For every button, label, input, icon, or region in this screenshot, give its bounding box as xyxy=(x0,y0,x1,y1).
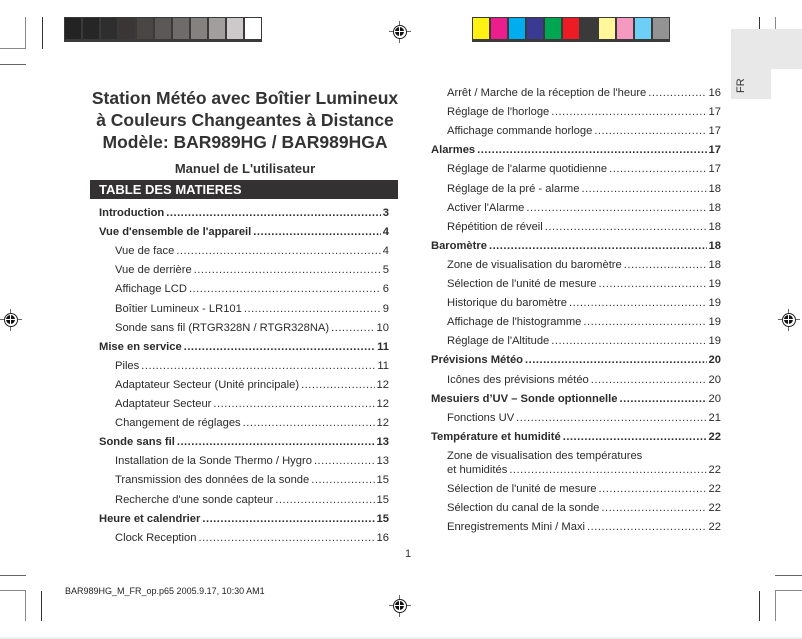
color-swatch xyxy=(119,18,135,39)
toc-subsection-entry[interactable] xyxy=(115,398,389,410)
toc-entry-label: Alarmes xyxy=(431,144,476,157)
toc-section-entry[interactable] xyxy=(431,354,721,366)
toc-subsection-entry[interactable] xyxy=(447,483,721,495)
toc-subsection-entry[interactable] xyxy=(447,183,721,195)
toc-entry-page: 17 xyxy=(708,144,721,157)
toc-entry-page: 4 xyxy=(382,245,389,258)
toc-leader-dots xyxy=(581,183,706,195)
toc-entry-label: Activer l'Alarme xyxy=(447,201,525,214)
toc-subsection-entry[interactable] xyxy=(447,87,721,99)
registration-mark-bottom-icon xyxy=(389,595,411,617)
color-swatch xyxy=(545,18,561,39)
toc-leader-dots xyxy=(301,379,374,391)
color-swatch xyxy=(101,18,117,39)
toc-subsection-entry[interactable] xyxy=(115,360,389,372)
toc-entry-page: 22 xyxy=(708,483,721,495)
toc-leader-dots xyxy=(275,494,374,506)
toc-entry-label: Historique du baromètre xyxy=(447,297,568,310)
toc-entry-page: 20 xyxy=(708,373,721,386)
toc-entry-page: 13 xyxy=(376,436,389,449)
toc-entry-page: 12 xyxy=(376,417,389,430)
crop-mark-bottom-left-horizontal xyxy=(0,575,26,576)
toc-subsection-entry[interactable] xyxy=(115,494,389,506)
toc-leader-dots xyxy=(311,474,374,486)
toc-entry-label: Vue d'ensemble de l'appareil xyxy=(99,226,252,239)
toc-leader-dots xyxy=(184,341,375,353)
toc-leader-dots xyxy=(141,360,375,372)
registration-mark-right-icon xyxy=(778,309,800,331)
toc-subsection-entry[interactable] xyxy=(447,374,721,386)
color-swatch xyxy=(83,18,99,39)
toc-entry-page: 11 xyxy=(377,359,389,372)
toc-leader-dots xyxy=(509,464,706,476)
toc-entry-label: Répétition de réveil xyxy=(447,220,543,233)
crop-mark-top-left-vertical xyxy=(42,17,43,49)
color-swatch xyxy=(581,18,597,39)
toc-entry-label: Réglage de l'Altitude xyxy=(447,335,550,348)
toc-leader-dots xyxy=(177,436,375,448)
toc-entry-label: Adaptateur Secteur (Unité principale) xyxy=(115,378,300,391)
toc-leader-dots xyxy=(620,393,707,405)
toc-leader-dots xyxy=(213,398,374,410)
toc-entry-label: Réglage de l'alarme quotidienne xyxy=(447,163,608,176)
toc-leader-dots xyxy=(198,532,374,544)
toc-entry-label: Vue de face xyxy=(115,245,175,258)
title-line-1: Station Météo avec Boîtier Lumineux xyxy=(91,88,399,108)
toc-entry-page: 15 xyxy=(376,493,389,506)
toc-entry-page: 20 xyxy=(708,354,721,367)
toc-leader-dots xyxy=(516,412,706,424)
toc-subsection-entry[interactable] xyxy=(447,502,721,514)
crop-mark-top-left-horizontal xyxy=(0,64,26,65)
toc-subsection-entry[interactable] xyxy=(115,283,389,295)
toc-section-entry[interactable] xyxy=(99,513,389,525)
color-swatch xyxy=(509,18,525,39)
page-number: 1 xyxy=(405,548,412,560)
color-swatch xyxy=(473,18,489,39)
toc-subsection-entry[interactable] xyxy=(115,264,389,276)
toc-leader-dots xyxy=(243,417,375,429)
toc-entry-page: 21 xyxy=(708,411,721,424)
toc-entry-label: Introduction xyxy=(99,207,165,219)
registration-mark-left-icon xyxy=(0,309,22,331)
toc-subsection-entry[interactable] xyxy=(447,335,721,347)
color-swatch xyxy=(491,18,507,39)
title-line-2: à Couleurs Changeantes à Distance xyxy=(96,110,394,130)
toc-entry-page: 5 xyxy=(382,264,389,277)
toc-entry-page: 22 xyxy=(708,430,721,443)
document-subtitle: Manuel de L'utilisateur xyxy=(174,161,316,176)
toc-leader-dots xyxy=(331,322,374,334)
toc-entry-label: Arrêt / Marche de la réception de l'heure xyxy=(447,87,647,99)
toc-subsection-entry[interactable] xyxy=(447,521,721,533)
toc-entry-page: 17 xyxy=(708,125,721,138)
toc-entry-page: 13 xyxy=(376,455,389,468)
toc-entry-label: Sélection du canal de la sonde xyxy=(447,502,600,515)
color-swatch xyxy=(527,18,543,39)
toc-section-entry[interactable] xyxy=(99,436,389,448)
toc-leader-dots xyxy=(583,316,706,328)
color-swatch xyxy=(245,18,261,39)
toc-subsection-entry[interactable] xyxy=(447,297,721,309)
toc-leader-dots xyxy=(202,513,374,525)
toc-subsection-entry[interactable] xyxy=(447,316,721,328)
toc-entry-page: 15 xyxy=(376,512,389,525)
toc-entry-label: Prévisions Météo xyxy=(431,354,524,367)
color-swatch xyxy=(209,18,225,39)
registration-mark-top-icon xyxy=(389,21,411,43)
grayscale-color-bar xyxy=(64,17,262,42)
toc-leader-dots xyxy=(189,283,381,295)
toc-entry-label: Transmission des données de la sonde xyxy=(115,474,310,487)
toc-entry-page: 10 xyxy=(376,321,389,334)
toc-entry-label-line: Zone de visualisation des températures xyxy=(447,449,643,462)
toc-leader-dots xyxy=(648,87,706,99)
crop-mark-bottom-right-horizontal xyxy=(775,575,802,576)
toc-entry-label: Sélection de l'unité de mesure xyxy=(447,483,597,495)
color-swatch xyxy=(137,18,153,39)
toc-leader-dots xyxy=(599,483,707,495)
color-swatch xyxy=(617,18,633,39)
toc-entry-page: 18 xyxy=(708,239,721,252)
toc-entry-page: 3 xyxy=(382,207,389,219)
toc-entry-label: Réglage de l'horloge xyxy=(447,106,550,119)
toc-leader-dots xyxy=(563,431,707,443)
toc-entry-label: Vue de derrière xyxy=(115,264,192,277)
toc-entry-label: Affichage LCD xyxy=(115,283,187,296)
toc-entry-label: Clock Reception xyxy=(115,531,197,544)
toc-section-entry[interactable] xyxy=(99,341,389,353)
toc-entry-label: Icônes des prévisions météo xyxy=(447,373,589,386)
toc-leader-dots xyxy=(194,264,381,276)
toc-subsection-entry[interactable] xyxy=(447,202,721,214)
toc-leader-dots xyxy=(599,278,707,290)
toc-leader-dots xyxy=(609,163,706,175)
toc-entry-page: 22 xyxy=(708,521,721,534)
toc-entry-page: 6 xyxy=(382,283,389,296)
toc-subsection-entry[interactable] xyxy=(447,125,721,137)
crop-mark-bottom-left-box xyxy=(0,590,26,621)
toc-entry-label: Boîtier Lumineux - LR101 xyxy=(115,302,242,315)
color-swatch xyxy=(563,18,579,39)
toc-entry-page: 20 xyxy=(708,392,721,405)
toc-leader-dots xyxy=(489,240,707,252)
toc-leader-dots xyxy=(551,106,706,118)
toc-entry-label: Mise en service xyxy=(99,340,182,353)
toc-heading-bar: TABLE DES MATIERES xyxy=(90,180,398,199)
toc-entry-page: 4 xyxy=(382,226,389,239)
toc-leader-dots xyxy=(624,259,707,271)
toc-entry-page: 22 xyxy=(708,463,721,476)
toc-leader-dots xyxy=(569,297,707,309)
toc-section-entry[interactable] xyxy=(431,144,721,156)
toc-entry-label: Sonde sans fil xyxy=(99,436,175,449)
toc-leader-dots xyxy=(176,245,380,257)
toc-subsection-entry[interactable] xyxy=(447,259,721,271)
toc-entry-label: Mesuiers d’UV – Sonde optionnelle xyxy=(431,392,618,405)
document-title xyxy=(88,87,402,153)
toc-leader-dots xyxy=(253,226,381,238)
toc-entry-label: Température et humidité xyxy=(431,430,561,443)
toc-section-entry[interactable] xyxy=(431,393,721,405)
toc-leader-dots xyxy=(525,354,707,366)
toc-leader-dots xyxy=(244,303,381,315)
toc-entry-label: Affichage de l'histogramme xyxy=(447,316,582,329)
toc-entry-page: 11 xyxy=(377,340,389,353)
toc-entry-label: Baromètre xyxy=(431,239,487,252)
toc-entry-page: 18 xyxy=(708,258,721,271)
toc-entry-page: 22 xyxy=(708,502,721,515)
toc-entry-label: Adaptateur Secteur xyxy=(115,398,212,410)
toc-leader-dots xyxy=(587,521,707,533)
color-swatch xyxy=(653,18,669,39)
process-color-bar xyxy=(472,17,670,42)
toc-entry-label: Fonctions UV xyxy=(447,411,515,424)
toc-entry-page: 18 xyxy=(708,201,721,214)
toc-subsection-entry[interactable] xyxy=(115,245,389,257)
toc-subsection-entry[interactable] xyxy=(447,163,721,175)
toc-entry-page: 17 xyxy=(708,106,721,119)
toc-subsection-entry[interactable] xyxy=(447,278,721,290)
toc-entry-page: 19 xyxy=(708,297,721,310)
toc-entry-page: 19 xyxy=(708,316,721,329)
toc-subsection-entry[interactable] xyxy=(447,464,721,476)
crop-mark-bottom-right-vertical xyxy=(759,591,760,621)
toc-entry-label: Réglage de la pré - alarme xyxy=(447,182,580,195)
toc-leader-dots xyxy=(594,125,706,137)
toc-subsection-entry[interactable] xyxy=(447,221,721,233)
toc-entry-page: 18 xyxy=(708,220,721,233)
toc-entry-page: 16 xyxy=(708,87,721,99)
toc-entry-page: 12 xyxy=(376,378,389,391)
toc-leader-dots xyxy=(526,202,706,214)
toc-entry-label: Enregistrements Mini / Maxi xyxy=(447,521,586,534)
crop-mark-top-left-box xyxy=(0,17,26,49)
toc-entry-label: Changement de réglages xyxy=(115,417,241,430)
toc-subsection-entry[interactable] xyxy=(115,455,389,467)
toc-leader-dots xyxy=(601,502,706,514)
toc-entry-page: 9 xyxy=(382,302,389,315)
toc-subsection-entry[interactable] xyxy=(115,417,389,429)
toc-entry-page: 19 xyxy=(708,335,721,348)
toc-leader-dots xyxy=(551,335,706,347)
toc-entry-page: 12 xyxy=(376,398,389,410)
toc-leader-dots xyxy=(166,207,381,219)
toc-section-entry[interactable] xyxy=(431,431,721,443)
crop-mark-bottom-left-vertical xyxy=(41,591,42,621)
file-footer: BAR989HG_M_FR_op.p65 2005.9.17, 10:30 AM1 xyxy=(65,586,265,596)
color-swatch xyxy=(191,18,207,39)
toc-section-entry[interactable] xyxy=(99,226,389,238)
toc-section-entry[interactable] xyxy=(431,240,721,252)
toc-subsection-entry[interactable] xyxy=(447,106,721,118)
toc-entry-label: et humidités xyxy=(447,463,508,476)
color-swatch xyxy=(599,18,615,39)
toc-entry-label: Heure et calendrier xyxy=(99,512,201,525)
toc-entry-label: Piles xyxy=(115,359,140,372)
color-swatch xyxy=(635,18,651,39)
color-swatch xyxy=(155,18,171,39)
color-swatch xyxy=(173,18,189,39)
toc-section-entry[interactable] xyxy=(99,207,389,219)
toc-leader-dots xyxy=(477,144,706,156)
toc-subsection-entry[interactable] xyxy=(115,532,389,544)
toc-entry-label: Sonde sans fil (RTGR328N / RTGR328NA) xyxy=(115,321,330,334)
toc-entry-page: 18 xyxy=(708,182,721,195)
toc-entry-page: 19 xyxy=(708,278,721,290)
toc-entry-page: 16 xyxy=(376,531,389,544)
language-tab-fr: FR xyxy=(735,78,747,93)
color-swatch xyxy=(65,18,81,39)
color-swatch xyxy=(227,18,243,39)
toc-entry-label: Affichage commande horloge xyxy=(447,125,593,138)
toc-leader-dots xyxy=(314,455,375,467)
toc-subsection-entry[interactable] xyxy=(115,303,389,315)
toc-entry-label: Sélection de l'unité de mesure xyxy=(447,278,597,290)
toc-subsection-entry[interactable] xyxy=(115,474,389,486)
toc-entry-page: 17 xyxy=(708,163,721,176)
crop-mark-bottom-right-box xyxy=(775,590,802,621)
toc-leader-dots xyxy=(591,374,707,386)
toc-subsection-entry[interactable] xyxy=(115,379,389,391)
toc-entry-label: Installation de la Sonde Thermo / Hygro xyxy=(115,455,312,468)
title-line-3: Modèle: BAR989HG / BAR989HGA xyxy=(102,132,388,152)
toc-entry-page: 15 xyxy=(376,474,389,487)
toc-subsection-entry[interactable] xyxy=(447,412,721,424)
toc-leader-dots xyxy=(545,221,707,233)
toc-subsection-entry[interactable] xyxy=(115,322,389,334)
toc-entry-label: Zone de visualisation du baromètre xyxy=(447,258,622,271)
toc-entry-label: Recherche d'une sonde capteur xyxy=(115,493,274,506)
